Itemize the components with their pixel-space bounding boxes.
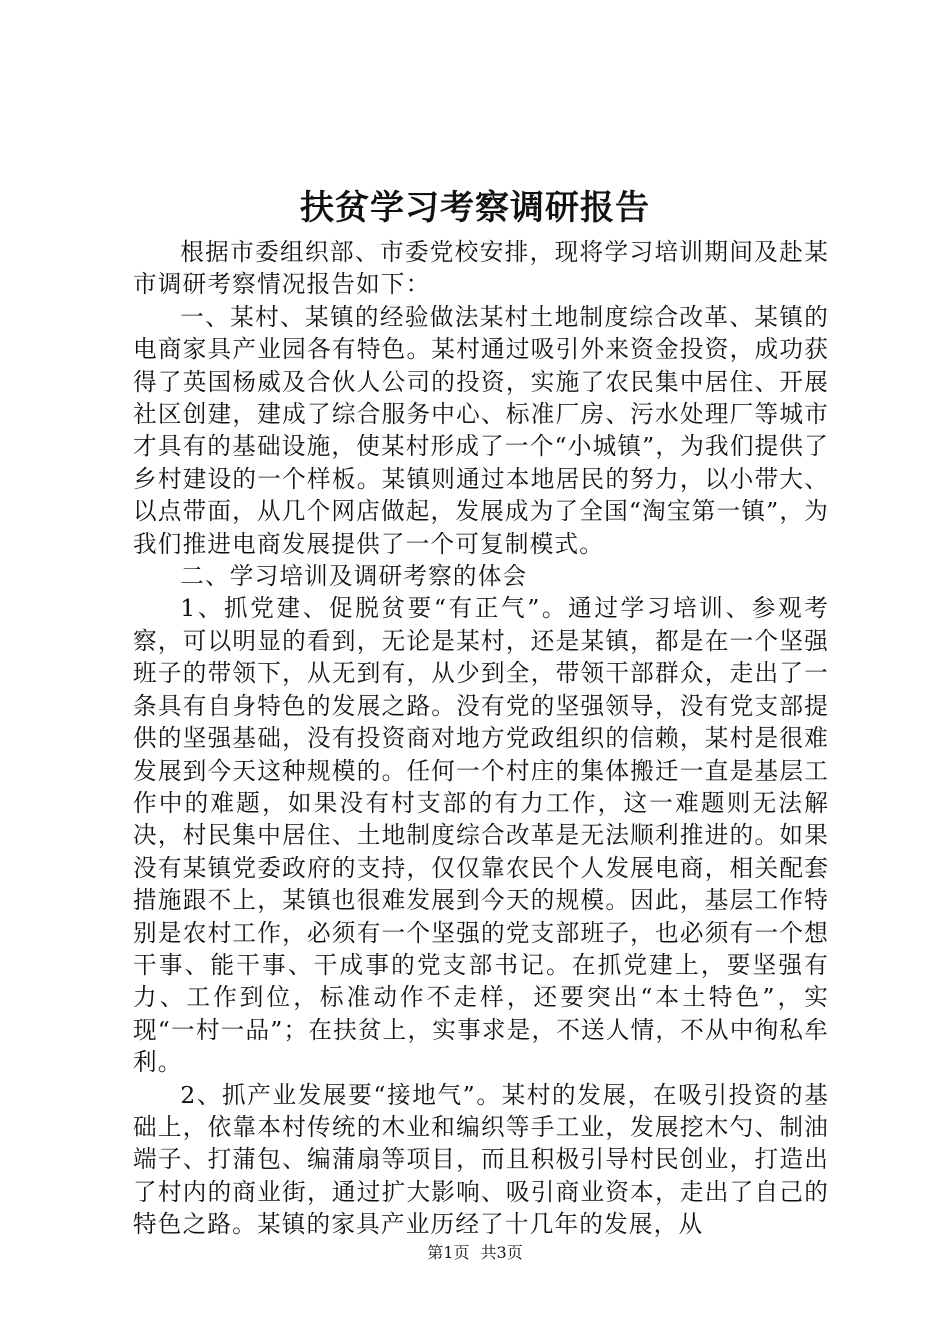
page-total: 共3页: [480, 1243, 523, 1262]
paragraph-section-2-heading: 二、学习培训及调研考察的体会: [180, 562, 528, 591]
paragraph-section-1: 一、某村、某镇的经验做法某村土地制度综合改革、某镇的电商家具产业园各有特色。某村通过吸引外来资金投资，成功获得了英国杨威及合伙人公司的投资，实施了农民集中居住、开展社区创建，建成了综合服务中心、标准厂房、污水处理厂等城市才具有的基础设施，使某村形成了一个“小城镇”，为我们提供了乡村建设的一个样板。某镇则通过本地居民的努力，以小带大、以点带面，从几个网店做起，发展成为了全国“淘宝第一镇”，为我们推进电商发展提供了一个可复制模式。: [133, 302, 829, 558]
paragraph-point-2: 2、抓产业发展要“接地气”。某村的发展，在吸引投资的基础上，依靠本村传统的木业和编织等手工业，发展挖木勺、制油端子、打蒲包、编蒲扇等项目，而且积极引导村民创业，打造出了村内的商业街，通过扩大影响、吸引商业资本，走出了自己的特色之路。某镇的家具产业历经了十几年的发展，从: [133, 1080, 829, 1239]
document-title: 扶贫学习考察调研报告: [300, 188, 650, 228]
paragraph-point-1: 1、抓党建、促脱贫要“有正气”。通过学习培训、参观考察，可以明显的看到，无论是某村，还是某镇，都是在一个坚强班子的带领下，从无到有，从少到全，带领干部群众，走出了一条具有自身特色的发展之路。没有党的坚强领导，没有党支部提供的坚强基础，没有投资商对地方党政组织的信赖，某村是很难发展到今天这种规模的。任何一个村庄的集体搬迁一直是基层工作中的难题，如果没有村支部的有力工作，这一难题则无法解决，村民集中居住、土地制度综合改革是无法顺利推进的。如果没有某镇党委政府的支持，仅仅靠农民个人发展电商，相关配套措施跟不上，某镇也很难发展到今天的规模。因此，基层工作特别是农村工作，必须有一个坚强的党支部班子，也必须有一个想干事、能干事、干成事的党支部书记。在抓党建上，要坚强有力、工作到位，标准动作不走样，还要突出“本土特色”，实现“一村一品”；在扶贫上，实事求是，不送人情，不从中徇私牟利。: [133, 594, 829, 1077]
page-number: 第1页: [427, 1243, 470, 1262]
paragraph-intro: 根据市委组织部、市委党校安排，现将学习培训期间及赴某市调研考察情况报告如下：: [133, 238, 829, 299]
page-footer: [0, 1243, 950, 1263]
document-body: [133, 236, 829, 1241]
